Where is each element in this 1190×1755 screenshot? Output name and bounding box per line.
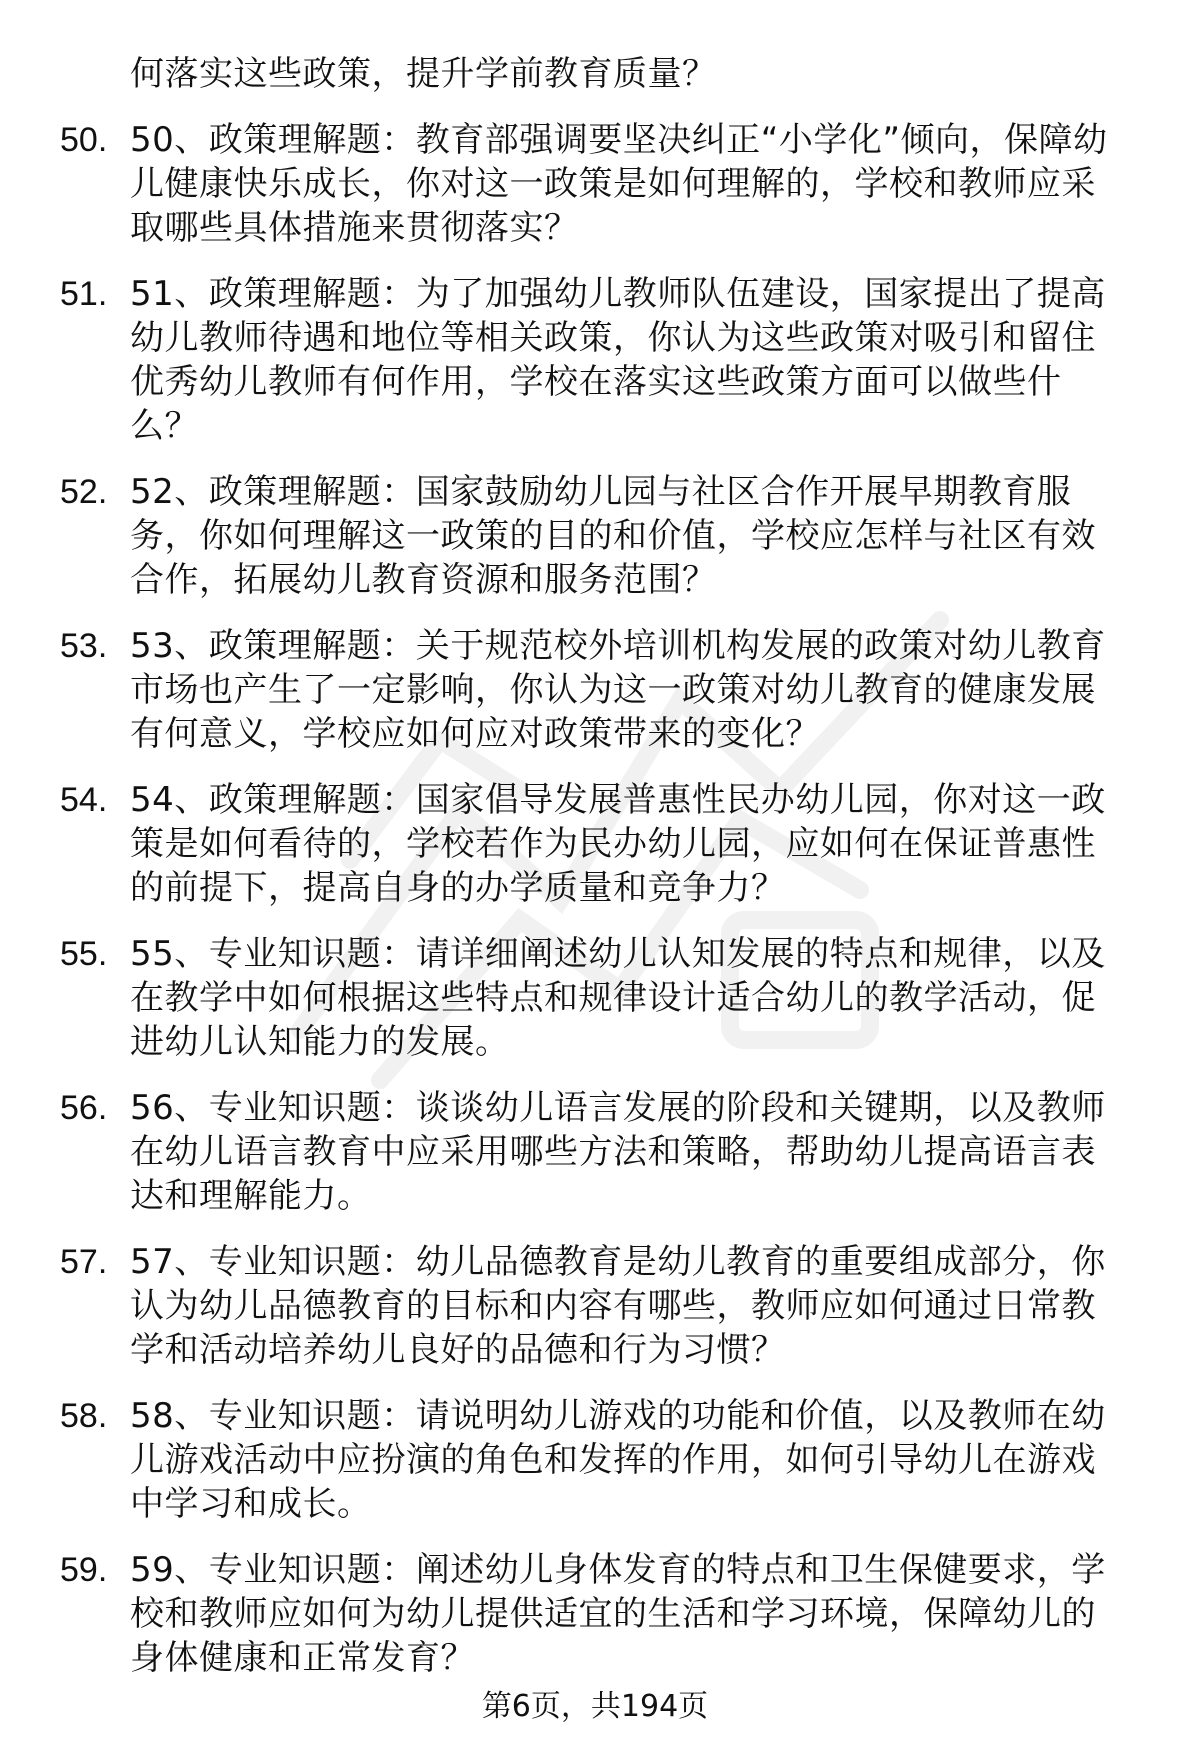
question-text-line: 有何意义，学校应如何应对政策带来的变化？: [130, 714, 820, 754]
question-text-line: 在教学中如何根据这些特点和规律设计适合幼儿的教学活动，促: [130, 978, 1096, 1018]
question-text-line: 50、政策理解题：教育部强调要坚决纠正“小学化”倾向，保障幼: [130, 120, 1108, 160]
question-item: [60, 1240, 1150, 1372]
question-text-line: 中学习和成长。: [130, 1484, 372, 1524]
question-text-line: 优秀幼儿教师有何作用，学校在落实这些政策方面可以做些什: [130, 362, 1062, 402]
question-text-line: 身体健康和正常发育？: [130, 1638, 475, 1678]
question-text-line: 策是如何看待的，学校若作为民办幼儿园，应如何在保证普惠性: [130, 824, 1096, 864]
question-text-line: 在幼儿语言教育中应采用哪些方法和策略，帮助幼儿提高语言表: [130, 1132, 1096, 1172]
question-text-line: 52、政策理解题：国家鼓励幼儿园与社区合作开展早期教育服: [130, 472, 1072, 512]
question-text-line: 51、政策理解题：为了加强幼儿教师队伍建设，国家提出了提高: [130, 274, 1106, 314]
question-text: [130, 1086, 1150, 1218]
question-text: [130, 1548, 1150, 1680]
question-text: [130, 1240, 1150, 1372]
question-text-line: 么？: [130, 406, 199, 446]
question-text: [130, 778, 1150, 910]
question-number: 54.: [60, 781, 108, 819]
question-text-line: 务，你如何理解这一政策的目的和价值，学校应怎样与社区有效: [130, 516, 1096, 556]
question-text: [130, 272, 1150, 448]
question-text-line: 56、专业知识题：谈谈幼儿语言发展的阶段和关键期，以及教师: [130, 1088, 1106, 1128]
question-item: [60, 778, 1150, 910]
question-text: [130, 470, 1150, 602]
question-text-line: 55、专业知识题：请详细阐述幼儿认知发展的特点和规律，以及: [130, 934, 1106, 974]
question-text-line: 进幼儿认知能力的发展。: [130, 1022, 510, 1062]
question-text-line: 认为幼儿品德教育的目标和内容有哪些，教师应如何通过日常教: [130, 1286, 1096, 1326]
continued-question-text: 何落实这些政策，提升学前教育质量？: [130, 54, 717, 94]
question-text-line: 达和理解能力。: [130, 1176, 372, 1216]
question-number: 53.: [60, 627, 108, 665]
question-number: 51.: [60, 275, 108, 313]
question-text-line: 的前提下，提高自身的办学质量和竞争力？: [130, 868, 786, 908]
question-text-line: 学和活动培养幼儿良好的品德和行为习惯？: [130, 1330, 786, 1370]
questions-container: [60, 118, 1150, 1680]
question-text-line: 57、专业知识题：幼儿品德教育是幼儿教育的重要组成部分，你: [130, 1242, 1106, 1282]
question-text-line: 幼儿教师待遇和地位等相关政策，你认为这些政策对吸引和留住: [130, 318, 1096, 358]
question-item: [60, 470, 1150, 602]
question-number: 59.: [60, 1551, 108, 1589]
question-text-line: 53、政策理解题：关于规范校外培训机构发展的政策对幼儿教育: [130, 626, 1106, 666]
question-text-line: 54、政策理解题：国家倡导发展普惠性民办幼儿园，你对这一政: [130, 780, 1106, 820]
question-number: 52.: [60, 473, 108, 511]
question-number: 56.: [60, 1089, 108, 1127]
question-text-line: 合作，拓展幼儿教育资源和服务范围？: [130, 560, 717, 600]
question-item: [60, 118, 1150, 250]
question-item: [60, 1086, 1150, 1218]
question-number: 50.: [60, 121, 108, 159]
question-text-line: 取哪些具体措施来贯彻落实？: [130, 208, 579, 248]
question-item: [60, 1548, 1150, 1680]
question-list: [60, 52, 1150, 1702]
question-number: 57.: [60, 1243, 108, 1281]
question-text-line: 市场也产生了一定影响，你认为这一政策对幼儿教育的健康发展: [130, 670, 1096, 710]
question-text: [130, 118, 1150, 250]
question-text: [130, 624, 1150, 756]
question-text-line: 儿游戏活动中应扮演的角色和发挥的作用，如何引导幼儿在游戏: [130, 1440, 1096, 1480]
page-footer: 第6页，共194页: [481, 1689, 709, 1724]
question-text: [130, 932, 1150, 1064]
question-text-line: 58、专业知识题：请说明幼儿游戏的功能和价值，以及教师在幼: [130, 1396, 1106, 1436]
question-item: [60, 272, 1150, 448]
question-item: [60, 1394, 1150, 1526]
question-text-line: 校和教师应如何为幼儿提供适宜的生活和学习环境，保障幼儿的: [130, 1594, 1096, 1634]
question-number: 58.: [60, 1397, 108, 1435]
question-item: [60, 624, 1150, 756]
question-text: [130, 1394, 1150, 1526]
question-text-line: 59、专业知识题：阐述幼儿身体发育的特点和卫生保健要求，学: [130, 1550, 1106, 1590]
question-number: 55.: [60, 935, 108, 973]
question-text-line: 儿健康快乐成长，你对这一政策是如何理解的，学校和教师应采: [130, 164, 1096, 204]
question-item: [60, 932, 1150, 1064]
